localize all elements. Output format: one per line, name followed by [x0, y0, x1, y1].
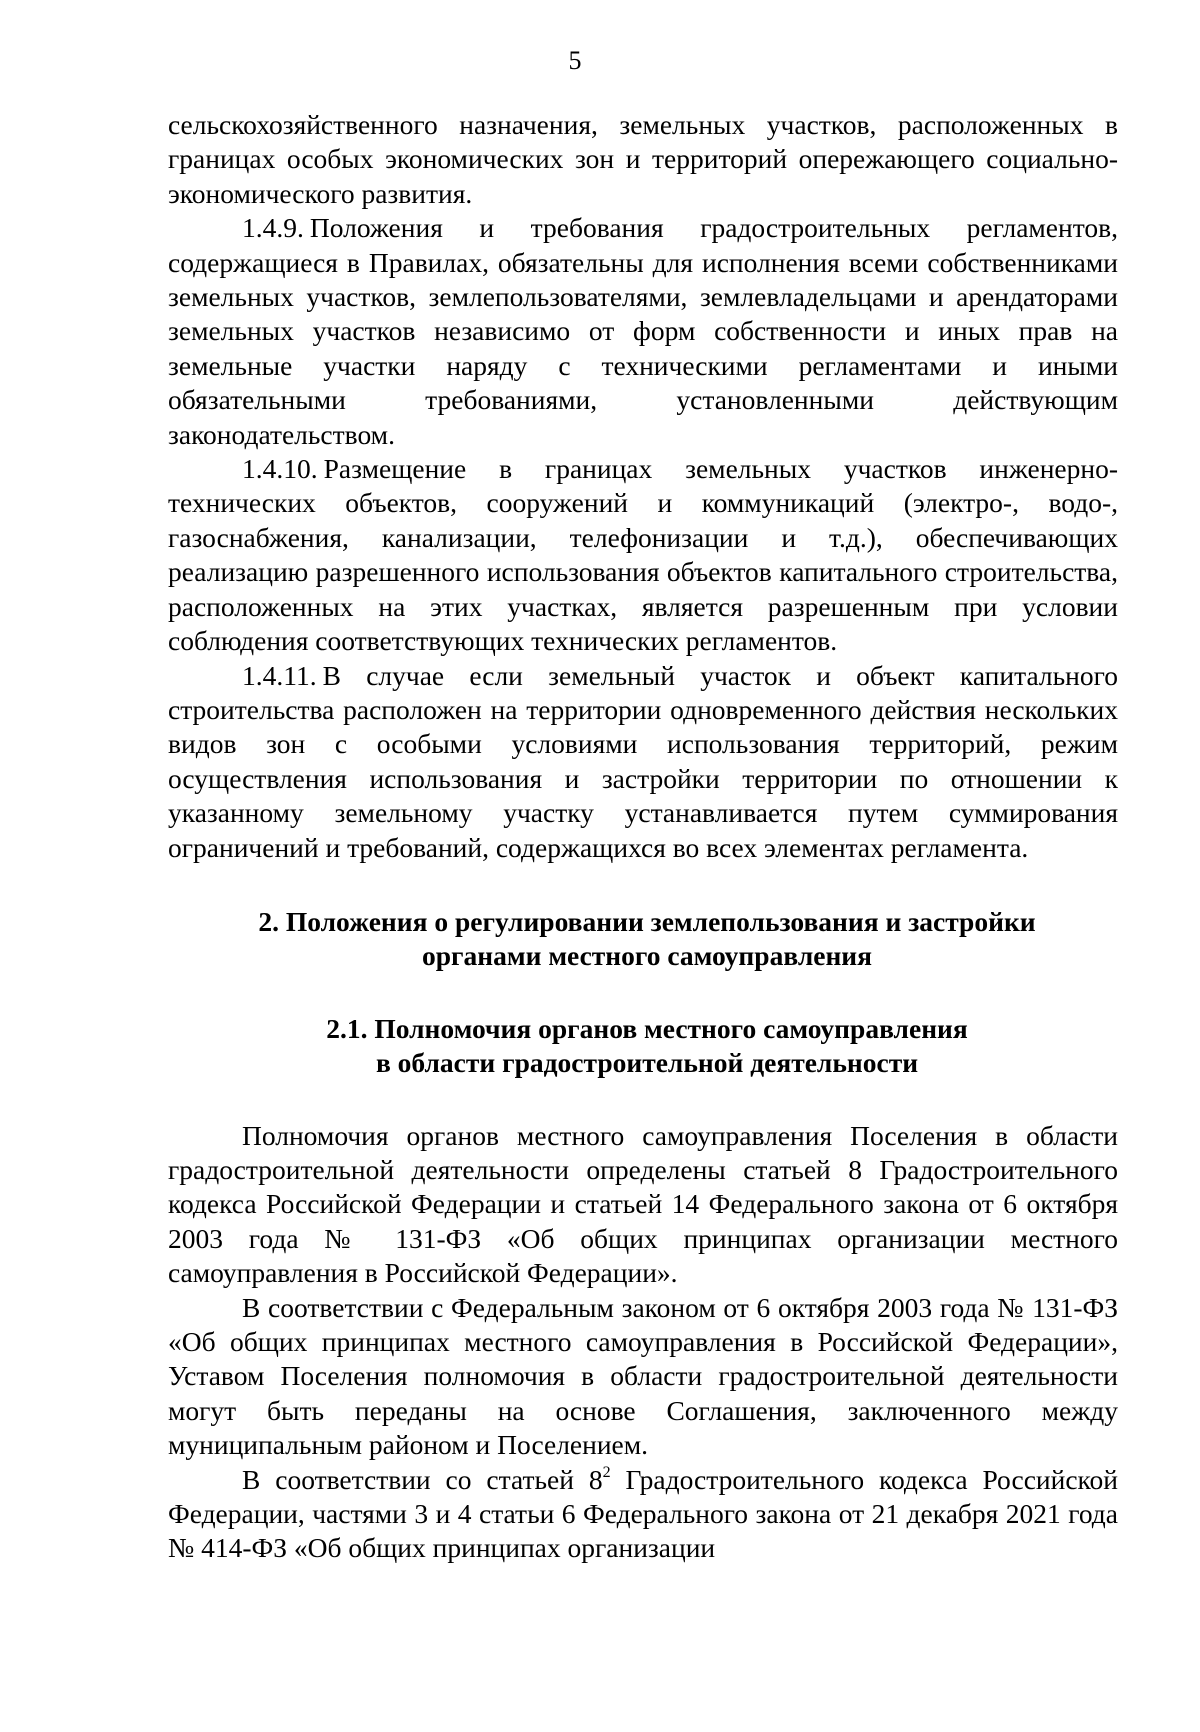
document-body [168, 108, 1118, 1566]
section-2-heading [168, 905, 1118, 974]
section-heading-line: 2. Положения о регулировании землепользования и застройки [258, 905, 1036, 937]
clause-number: 1.4.10. [242, 453, 318, 485]
clause-text: Положения и требования градостроительных регламентов, содержащиеся в Правилах, обязательны для исполнения всеми собственниками земельных участков, землепользователями, землевладельцами и арендаторами земельных участков независимо от форм собственности и иных прав на земельные участки наряду с техническими регламентами и иными обязательными требованиями, установленными действующим законодательством. [168, 212, 1118, 450]
subsection-heading-line: в области градостроительной деятельности [375, 1047, 919, 1079]
clause-number: 1.4.9. [242, 212, 304, 244]
clause-1-4-10 [168, 452, 1118, 658]
clause-text: Размещение в границах земельных участков инженерно-технических объектов, сооружений и коммуникаций (электро-, водо-, газоснабжения, канализации, телефонизации и т.д.), обеспечивающих реализацию разрешенного использования объектов капитального строительства, расположенных на этих участках, является разрешенным при условии соблюдения соответствующих технических регламентов. [168, 453, 1118, 657]
clause-1-4-9 [168, 211, 1118, 452]
section-heading-line: органами местного самоуправления [421, 940, 873, 972]
page-number: 5 [568, 46, 582, 75]
paragraph-text: Градостроительного кодекса Российской Федерации, частями 3 и 4 статьи 6 Федерального закона от 21 декабря 2021 года № 414-ФЗ «Об общих принципах организации [168, 1463, 1118, 1564]
paragraph-powers: Полномочия органов местного самоуправления Поселения в области градостроительной деятельности определены статьей 8 Градостроительного кодекса Российской Федерации и статьей 14 Федерального закона от 6 октября 2003 года № 131-ФЗ «Об общих принципах организации местного самоуправления в Российской Федерации». [168, 1119, 1118, 1289]
clause-1-4-11 [168, 659, 1118, 865]
paragraph-article-8-2 [168, 1463, 1118, 1566]
superscript: 2 [602, 1463, 611, 1481]
paragraph-federal-law: В соответствии с Федеральным законом от 6 октября 2003 года № 131-ФЗ «Об общих принципах местного самоуправления в Российской Федерации», Уставом Поселения полномочия в области градостроительной деятельности могут быть переданы на основе Соглашения, заключенного между муниципальным районом и Поселением. [168, 1291, 1118, 1461]
section-2-1-heading [168, 1012, 1118, 1081]
subsection-heading-line: 2.1. Полномочия органов местного самоуправления [326, 1012, 968, 1044]
paragraph-continuation: сельскохозяйственного назначения, земельных участков, расположенных в границах особых экономических зон и территорий опережающего социально-экономического развития. [168, 109, 1118, 209]
paragraph-text: В соответствии со статьей 8 [242, 1463, 603, 1495]
clause-number: 1.4.11. [242, 659, 317, 691]
clause-text: В случае если земельный участок и объект капитального строительства расположен на территории одновременного действия нескольких видов зон с особыми условиями использования территорий, режим осуществления использования и застройки территории по отношении к указанному земельному участку устанавливается путем суммирования ограничений и требований, содержащихся во всех элементах регламента. [168, 659, 1118, 863]
